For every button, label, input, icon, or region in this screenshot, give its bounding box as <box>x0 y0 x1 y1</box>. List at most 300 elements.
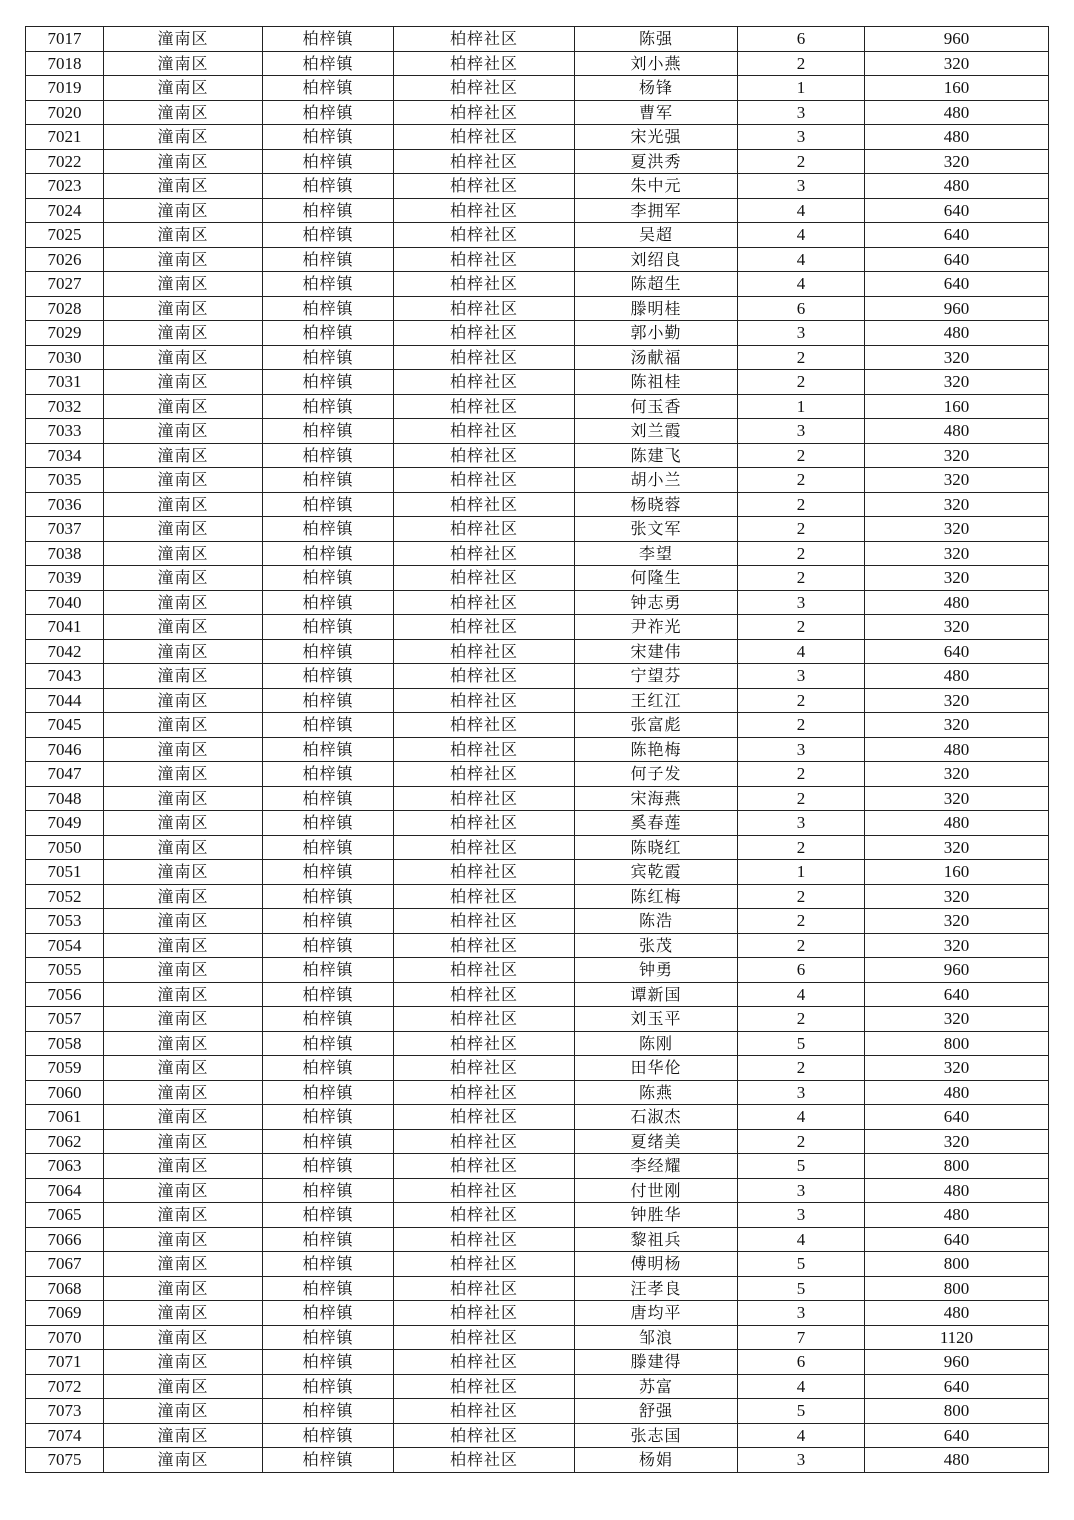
community-cell: 柏梓社区 <box>394 933 575 958</box>
district-cell: 潼南区 <box>104 1423 263 1448</box>
household-size-cell: 4 <box>738 223 865 248</box>
community-cell: 柏梓社区 <box>394 615 575 640</box>
household-size-cell: 4 <box>738 198 865 223</box>
district-cell: 潼南区 <box>104 51 263 76</box>
household-size-cell: 5 <box>738 1252 865 1277</box>
table-row <box>26 664 1049 689</box>
amount-cell: 640 <box>865 1227 1049 1252</box>
district-cell: 潼南区 <box>104 1399 263 1424</box>
row-index: 7031 <box>26 370 104 395</box>
town-cell: 柏梓镇 <box>263 1178 394 1203</box>
table-row <box>26 1301 1049 1326</box>
town-cell: 柏梓镇 <box>263 1276 394 1301</box>
row-index: 7033 <box>26 419 104 444</box>
amount-cell: 480 <box>865 100 1049 125</box>
amount-cell: 160 <box>865 394 1049 419</box>
table-row <box>26 1178 1049 1203</box>
community-cell: 柏梓社区 <box>394 1056 575 1081</box>
name-cell: 刘玉平 <box>575 1007 738 1032</box>
table-row <box>26 1056 1049 1081</box>
name-cell: 钟勇 <box>575 958 738 983</box>
name-cell: 陈超生 <box>575 272 738 297</box>
name-cell: 谭新国 <box>575 982 738 1007</box>
district-cell: 潼南区 <box>104 835 263 860</box>
community-cell: 柏梓社区 <box>394 1448 575 1473</box>
community-cell: 柏梓社区 <box>394 835 575 860</box>
community-cell: 柏梓社区 <box>394 884 575 909</box>
town-cell: 柏梓镇 <box>263 982 394 1007</box>
name-cell: 李经耀 <box>575 1154 738 1179</box>
household-size-cell: 4 <box>738 272 865 297</box>
table-row <box>26 27 1049 52</box>
name-cell: 刘兰霞 <box>575 419 738 444</box>
district-cell: 潼南区 <box>104 811 263 836</box>
town-cell: 柏梓镇 <box>263 27 394 52</box>
name-cell: 朱中元 <box>575 174 738 199</box>
row-index: 7044 <box>26 688 104 713</box>
amount-cell: 640 <box>865 1423 1049 1448</box>
name-cell: 郭小勤 <box>575 321 738 346</box>
name-cell: 付世刚 <box>575 1178 738 1203</box>
household-size-cell: 3 <box>738 419 865 444</box>
row-index: 7074 <box>26 1423 104 1448</box>
district-cell: 潼南区 <box>104 345 263 370</box>
community-cell: 柏梓社区 <box>394 786 575 811</box>
household-size-cell: 2 <box>738 541 865 566</box>
name-cell: 曹军 <box>575 100 738 125</box>
table-row <box>26 1276 1049 1301</box>
household-size-cell: 5 <box>738 1154 865 1179</box>
amount-cell: 320 <box>865 517 1049 542</box>
community-cell: 柏梓社区 <box>394 1080 575 1105</box>
name-cell: 田华伦 <box>575 1056 738 1081</box>
row-index: 7050 <box>26 835 104 860</box>
row-index: 7019 <box>26 76 104 101</box>
district-cell: 潼南区 <box>104 27 263 52</box>
amount-cell: 640 <box>865 982 1049 1007</box>
town-cell: 柏梓镇 <box>263 1031 394 1056</box>
district-cell: 潼南区 <box>104 468 263 493</box>
name-cell: 胡小兰 <box>575 468 738 493</box>
household-size-cell: 6 <box>738 1350 865 1375</box>
table-row <box>26 443 1049 468</box>
table-row <box>26 394 1049 419</box>
household-size-cell: 4 <box>738 639 865 664</box>
community-cell: 柏梓社区 <box>394 394 575 419</box>
row-index: 7075 <box>26 1448 104 1473</box>
row-index: 7038 <box>26 541 104 566</box>
amount-cell: 480 <box>865 811 1049 836</box>
table-row <box>26 1423 1049 1448</box>
name-cell: 刘小燕 <box>575 51 738 76</box>
name-cell: 张文军 <box>575 517 738 542</box>
table-row <box>26 247 1049 272</box>
town-cell: 柏梓镇 <box>263 247 394 272</box>
amount-cell: 320 <box>865 762 1049 787</box>
community-cell: 柏梓社区 <box>394 51 575 76</box>
amount-cell: 480 <box>865 1178 1049 1203</box>
amount-cell: 160 <box>865 860 1049 885</box>
household-size-cell: 2 <box>738 149 865 174</box>
household-size-cell: 2 <box>738 51 865 76</box>
name-cell: 滕明桂 <box>575 296 738 321</box>
table-row <box>26 296 1049 321</box>
district-cell: 潼南区 <box>104 1129 263 1154</box>
table-row <box>26 468 1049 493</box>
row-index: 7064 <box>26 1178 104 1203</box>
table-row <box>26 541 1049 566</box>
district-cell: 潼南区 <box>104 615 263 640</box>
name-cell: 钟志勇 <box>575 590 738 615</box>
amount-cell: 800 <box>865 1276 1049 1301</box>
row-index: 7039 <box>26 566 104 591</box>
community-cell: 柏梓社区 <box>394 345 575 370</box>
table-row <box>26 884 1049 909</box>
row-index: 7047 <box>26 762 104 787</box>
town-cell: 柏梓镇 <box>263 296 394 321</box>
name-cell: 何隆生 <box>575 566 738 591</box>
household-size-cell: 5 <box>738 1031 865 1056</box>
town-cell: 柏梓镇 <box>263 1350 394 1375</box>
table-row <box>26 223 1049 248</box>
row-index: 7030 <box>26 345 104 370</box>
district-cell: 潼南区 <box>104 394 263 419</box>
town-cell: 柏梓镇 <box>263 1080 394 1105</box>
district-cell: 潼南区 <box>104 1056 263 1081</box>
name-cell: 宁望芬 <box>575 664 738 689</box>
table-row <box>26 1080 1049 1105</box>
district-cell: 潼南区 <box>104 247 263 272</box>
row-index: 7056 <box>26 982 104 1007</box>
town-cell: 柏梓镇 <box>263 639 394 664</box>
district-cell: 潼南区 <box>104 933 263 958</box>
community-cell: 柏梓社区 <box>394 1105 575 1130</box>
district-cell: 潼南区 <box>104 100 263 125</box>
household-size-cell: 3 <box>738 1448 865 1473</box>
table-row <box>26 1105 1049 1130</box>
amount-cell: 320 <box>865 51 1049 76</box>
town-cell: 柏梓镇 <box>263 321 394 346</box>
name-cell: 杨锋 <box>575 76 738 101</box>
amount-cell: 480 <box>865 174 1049 199</box>
table-row <box>26 100 1049 125</box>
town-cell: 柏梓镇 <box>263 909 394 934</box>
row-index: 7049 <box>26 811 104 836</box>
household-size-cell: 2 <box>738 492 865 517</box>
community-cell: 柏梓社区 <box>394 909 575 934</box>
community-cell: 柏梓社区 <box>394 541 575 566</box>
community-cell: 柏梓社区 <box>394 174 575 199</box>
table-row <box>26 615 1049 640</box>
town-cell: 柏梓镇 <box>263 1007 394 1032</box>
name-cell: 宋光强 <box>575 125 738 150</box>
table-row <box>26 272 1049 297</box>
beneficiary-table <box>25 26 1049 1473</box>
table-row <box>26 125 1049 150</box>
row-index: 7040 <box>26 590 104 615</box>
table-row <box>26 958 1049 983</box>
name-cell: 尹祚光 <box>575 615 738 640</box>
row-index: 7058 <box>26 1031 104 1056</box>
row-index: 7069 <box>26 1301 104 1326</box>
amount-cell: 320 <box>865 713 1049 738</box>
name-cell: 王红江 <box>575 688 738 713</box>
amount-cell: 320 <box>865 1056 1049 1081</box>
amount-cell: 320 <box>865 345 1049 370</box>
district-cell: 潼南区 <box>104 541 263 566</box>
table-row <box>26 1154 1049 1179</box>
row-index: 7043 <box>26 664 104 689</box>
row-index: 7073 <box>26 1399 104 1424</box>
district-cell: 潼南区 <box>104 419 263 444</box>
town-cell: 柏梓镇 <box>263 419 394 444</box>
town-cell: 柏梓镇 <box>263 174 394 199</box>
town-cell: 柏梓镇 <box>263 149 394 174</box>
district-cell: 潼南区 <box>104 174 263 199</box>
district-cell: 潼南区 <box>104 1031 263 1056</box>
row-index: 7034 <box>26 443 104 468</box>
district-cell: 潼南区 <box>104 590 263 615</box>
table-body <box>26 27 1049 1473</box>
row-index: 7059 <box>26 1056 104 1081</box>
table-row <box>26 639 1049 664</box>
table-row <box>26 1252 1049 1277</box>
amount-cell: 640 <box>865 1105 1049 1130</box>
household-size-cell: 3 <box>738 321 865 346</box>
name-cell: 张志国 <box>575 1423 738 1448</box>
row-index: 7029 <box>26 321 104 346</box>
row-index: 7072 <box>26 1374 104 1399</box>
name-cell: 陈燕 <box>575 1080 738 1105</box>
table-row <box>26 1399 1049 1424</box>
town-cell: 柏梓镇 <box>263 1154 394 1179</box>
name-cell: 陈建飞 <box>575 443 738 468</box>
amount-cell: 480 <box>865 664 1049 689</box>
amount-cell: 960 <box>865 296 1049 321</box>
town-cell: 柏梓镇 <box>263 100 394 125</box>
amount-cell: 480 <box>865 419 1049 444</box>
table-row <box>26 1448 1049 1473</box>
district-cell: 潼南区 <box>104 1276 263 1301</box>
name-cell: 奚春莲 <box>575 811 738 836</box>
row-index: 7057 <box>26 1007 104 1032</box>
district-cell: 潼南区 <box>104 443 263 468</box>
district-cell: 潼南区 <box>104 1105 263 1130</box>
name-cell: 陈强 <box>575 27 738 52</box>
town-cell: 柏梓镇 <box>263 1301 394 1326</box>
table-row <box>26 517 1049 542</box>
row-index: 7067 <box>26 1252 104 1277</box>
amount-cell: 320 <box>865 615 1049 640</box>
amount-cell: 800 <box>865 1154 1049 1179</box>
town-cell: 柏梓镇 <box>263 860 394 885</box>
amount-cell: 960 <box>865 958 1049 983</box>
table-row <box>26 909 1049 934</box>
household-size-cell: 6 <box>738 958 865 983</box>
household-size-cell: 2 <box>738 370 865 395</box>
amount-cell: 320 <box>865 933 1049 958</box>
table-row <box>26 370 1049 395</box>
row-index: 7041 <box>26 615 104 640</box>
district-cell: 潼南区 <box>104 1325 263 1350</box>
town-cell: 柏梓镇 <box>263 590 394 615</box>
community-cell: 柏梓社区 <box>394 639 575 664</box>
table-row <box>26 1007 1049 1032</box>
district-cell: 潼南区 <box>104 370 263 395</box>
community-cell: 柏梓社区 <box>394 860 575 885</box>
household-size-cell: 6 <box>738 296 865 321</box>
name-cell: 钟胜华 <box>575 1203 738 1228</box>
community-cell: 柏梓社区 <box>394 468 575 493</box>
table-row <box>26 860 1049 885</box>
town-cell: 柏梓镇 <box>263 1399 394 1424</box>
name-cell: 宾乾霞 <box>575 860 738 885</box>
district-cell: 潼南区 <box>104 1154 263 1179</box>
community-cell: 柏梓社区 <box>394 590 575 615</box>
amount-cell: 480 <box>865 321 1049 346</box>
town-cell: 柏梓镇 <box>263 394 394 419</box>
household-size-cell: 3 <box>738 811 865 836</box>
community-cell: 柏梓社区 <box>394 492 575 517</box>
household-size-cell: 2 <box>738 443 865 468</box>
town-cell: 柏梓镇 <box>263 1325 394 1350</box>
community-cell: 柏梓社区 <box>394 247 575 272</box>
district-cell: 潼南区 <box>104 884 263 909</box>
row-index: 7020 <box>26 100 104 125</box>
amount-cell: 320 <box>865 1129 1049 1154</box>
table-row <box>26 835 1049 860</box>
table-row <box>26 811 1049 836</box>
district-cell: 潼南区 <box>104 639 263 664</box>
district-cell: 潼南区 <box>104 76 263 101</box>
amount-cell: 480 <box>865 590 1049 615</box>
community-cell: 柏梓社区 <box>394 419 575 444</box>
town-cell: 柏梓镇 <box>263 713 394 738</box>
row-index: 7065 <box>26 1203 104 1228</box>
table-row <box>26 1129 1049 1154</box>
name-cell: 苏富 <box>575 1374 738 1399</box>
row-index: 7046 <box>26 737 104 762</box>
name-cell: 汤献福 <box>575 345 738 370</box>
name-cell: 李望 <box>575 541 738 566</box>
household-size-cell: 2 <box>738 345 865 370</box>
town-cell: 柏梓镇 <box>263 811 394 836</box>
community-cell: 柏梓社区 <box>394 1423 575 1448</box>
community-cell: 柏梓社区 <box>394 1350 575 1375</box>
row-index: 7024 <box>26 198 104 223</box>
household-size-cell: 2 <box>738 835 865 860</box>
row-index: 7022 <box>26 149 104 174</box>
household-size-cell: 7 <box>738 1325 865 1350</box>
community-cell: 柏梓社区 <box>394 272 575 297</box>
name-cell: 陈晓红 <box>575 835 738 860</box>
district-cell: 潼南区 <box>104 1203 263 1228</box>
community-cell: 柏梓社区 <box>394 982 575 1007</box>
amount-cell: 320 <box>865 541 1049 566</box>
household-size-cell: 1 <box>738 76 865 101</box>
town-cell: 柏梓镇 <box>263 125 394 150</box>
household-size-cell: 2 <box>738 909 865 934</box>
district-cell: 潼南区 <box>104 517 263 542</box>
town-cell: 柏梓镇 <box>263 51 394 76</box>
district-cell: 潼南区 <box>104 786 263 811</box>
community-cell: 柏梓社区 <box>394 1252 575 1277</box>
household-size-cell: 6 <box>738 27 865 52</box>
community-cell: 柏梓社区 <box>394 1178 575 1203</box>
table-row <box>26 419 1049 444</box>
row-index: 7055 <box>26 958 104 983</box>
town-cell: 柏梓镇 <box>263 1252 394 1277</box>
amount-cell: 640 <box>865 223 1049 248</box>
amount-cell: 640 <box>865 247 1049 272</box>
row-index: 7060 <box>26 1080 104 1105</box>
row-index: 7021 <box>26 125 104 150</box>
community-cell: 柏梓社区 <box>394 321 575 346</box>
amount-cell: 960 <box>865 1350 1049 1375</box>
town-cell: 柏梓镇 <box>263 884 394 909</box>
town-cell: 柏梓镇 <box>263 1203 394 1228</box>
district-cell: 潼南区 <box>104 1178 263 1203</box>
row-index: 7071 <box>26 1350 104 1375</box>
amount-cell: 320 <box>865 149 1049 174</box>
household-size-cell: 2 <box>738 786 865 811</box>
town-cell: 柏梓镇 <box>263 1374 394 1399</box>
household-size-cell: 4 <box>738 1374 865 1399</box>
community-cell: 柏梓社区 <box>394 443 575 468</box>
row-index: 7048 <box>26 786 104 811</box>
amount-cell: 320 <box>865 443 1049 468</box>
table-row <box>26 345 1049 370</box>
household-size-cell: 3 <box>738 125 865 150</box>
district-cell: 潼南区 <box>104 198 263 223</box>
amount-cell: 320 <box>865 1007 1049 1032</box>
community-cell: 柏梓社区 <box>394 517 575 542</box>
table-row <box>26 713 1049 738</box>
name-cell: 宋海燕 <box>575 786 738 811</box>
amount-cell: 800 <box>865 1031 1049 1056</box>
table-row <box>26 492 1049 517</box>
community-cell: 柏梓社区 <box>394 100 575 125</box>
district-cell: 潼南区 <box>104 1350 263 1375</box>
table-row <box>26 198 1049 223</box>
amount-cell: 640 <box>865 198 1049 223</box>
table-row <box>26 149 1049 174</box>
row-index: 7023 <box>26 174 104 199</box>
town-cell: 柏梓镇 <box>263 370 394 395</box>
household-size-cell: 3 <box>738 1080 865 1105</box>
household-size-cell: 1 <box>738 860 865 885</box>
community-cell: 柏梓社区 <box>394 1227 575 1252</box>
district-cell: 潼南区 <box>104 1374 263 1399</box>
name-cell: 宋建伟 <box>575 639 738 664</box>
name-cell: 张富彪 <box>575 713 738 738</box>
town-cell: 柏梓镇 <box>263 468 394 493</box>
table-row <box>26 1325 1049 1350</box>
row-index: 7026 <box>26 247 104 272</box>
community-cell: 柏梓社区 <box>394 27 575 52</box>
name-cell: 滕建得 <box>575 1350 738 1375</box>
community-cell: 柏梓社区 <box>394 1007 575 1032</box>
community-cell: 柏梓社区 <box>394 296 575 321</box>
table-row <box>26 566 1049 591</box>
town-cell: 柏梓镇 <box>263 517 394 542</box>
district-cell: 潼南区 <box>104 958 263 983</box>
household-size-cell: 2 <box>738 615 865 640</box>
name-cell: 陈艳梅 <box>575 737 738 762</box>
table-row <box>26 51 1049 76</box>
row-index: 7035 <box>26 468 104 493</box>
amount-cell: 160 <box>865 76 1049 101</box>
